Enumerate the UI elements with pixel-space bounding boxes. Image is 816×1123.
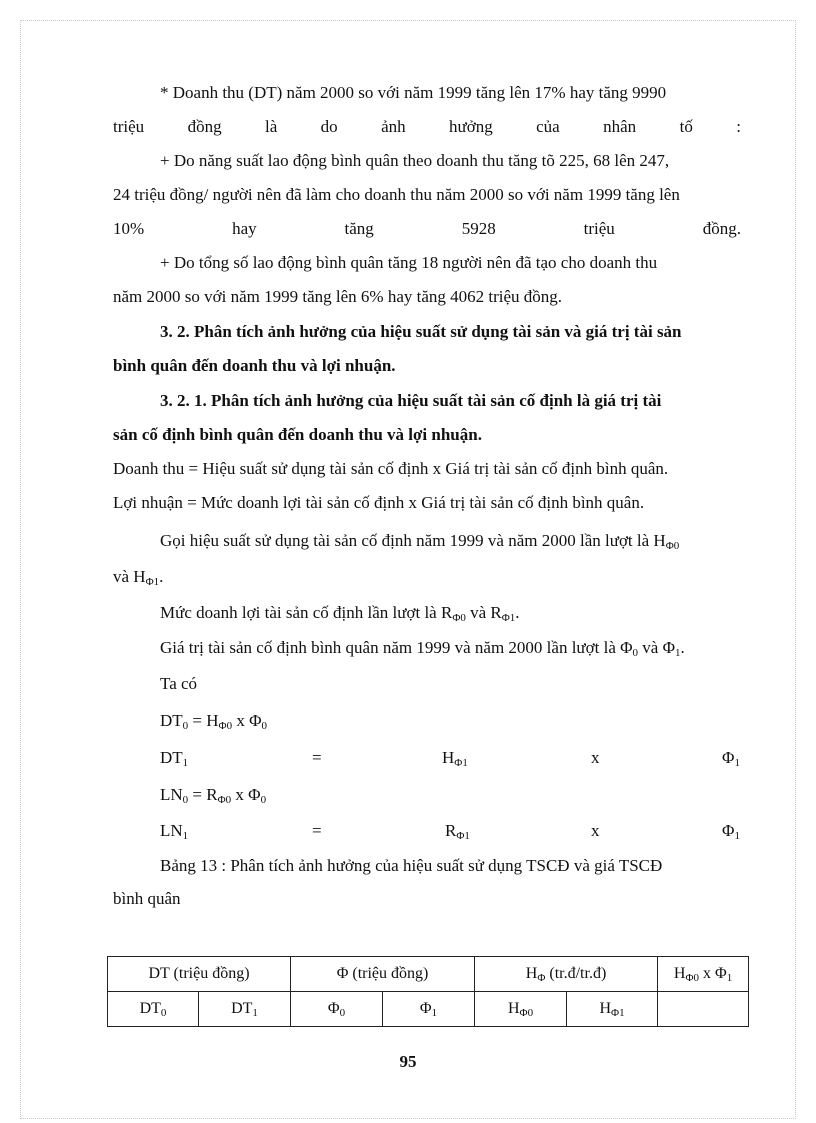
text: Φ xyxy=(419,1000,432,1017)
text: và Φ xyxy=(638,638,676,657)
equation-dt1-equals: = xyxy=(312,748,322,767)
para1-line1: * Doanh thu (DT) năm 2000 so với năm 1999 tăng lên 17% hay tăng 9990 xyxy=(160,83,667,102)
subscript: 0 xyxy=(260,794,267,806)
subscript: 1 xyxy=(431,1007,438,1019)
subscript: Φ0 xyxy=(218,720,233,732)
text: . xyxy=(515,603,520,622)
header-h0-phi1 xyxy=(658,957,749,992)
word: do xyxy=(320,117,338,136)
text: Φ xyxy=(327,1000,340,1017)
equation-dt1-lhs xyxy=(160,747,188,769)
page-number: 95 xyxy=(399,1052,417,1071)
equation-ln1-times: x xyxy=(591,821,600,840)
subscript: 0 xyxy=(182,720,189,732)
table-subheader-row xyxy=(108,992,749,1027)
word: ảnh xyxy=(381,117,406,136)
heading-3-2-line1: 3. 2. Phân tích ảnh hưởng của hiệu suất sử dụng tài sản và giá trị tài sản xyxy=(160,322,682,341)
subscript: Φ0 xyxy=(665,540,680,552)
subscript: 0 xyxy=(261,720,268,732)
para6 xyxy=(160,637,741,659)
para2-line3 xyxy=(113,218,741,240)
subscript: 1 xyxy=(734,757,740,769)
subscript: Φ1 xyxy=(456,830,470,842)
subscript: 0 xyxy=(160,1007,167,1019)
word: nhân xyxy=(603,117,637,136)
equation-dt1-times: x xyxy=(591,748,600,767)
subscript: Φ1 xyxy=(501,612,516,624)
subscript: Φ0 xyxy=(217,794,232,806)
header-phi: Φ (triệu đồng) xyxy=(291,957,475,992)
para3-line2: năm 2000 so với năm 1999 tăng lên 6% hay tăng 4062 triệu đồng. xyxy=(113,287,563,306)
subscript: 0 xyxy=(339,1007,346,1019)
table-13 xyxy=(107,956,749,1027)
text: H xyxy=(525,965,538,982)
word: 10% xyxy=(113,219,145,238)
symbol: = xyxy=(192,711,203,730)
subscript: 1 xyxy=(182,757,189,769)
text: H xyxy=(673,965,686,982)
equation-ln1-r xyxy=(445,820,470,842)
symbol: Φ xyxy=(722,748,735,767)
equation-dt1-phi xyxy=(722,747,740,769)
word: hay xyxy=(232,219,257,238)
table-caption-line1: Bảng 13 : Phân tích ảnh hưởng của hiệu suất sử dụng TSCĐ và giá TSCĐ xyxy=(160,856,663,875)
word: là xyxy=(264,117,278,136)
word: tăng xyxy=(344,219,374,238)
equation-ln1-equals: = xyxy=(312,821,322,840)
subscript: Φ1 xyxy=(454,757,468,769)
subscript: Φ0 xyxy=(519,1007,534,1019)
symbol: x xyxy=(236,711,245,730)
text: và R xyxy=(465,603,502,622)
heading-3-2-1-line2: sản cố định bình quân đến doanh thu và lợi nhuận. xyxy=(113,425,482,444)
para5 xyxy=(160,602,741,624)
symbol: R xyxy=(206,785,218,804)
symbol: = xyxy=(192,785,203,804)
word: đồng xyxy=(187,117,222,136)
text: H xyxy=(507,1000,520,1017)
text: DT xyxy=(231,1000,253,1017)
equation-dt0 xyxy=(160,710,267,732)
symbol: DT xyxy=(160,711,183,730)
word: đồng. xyxy=(702,219,741,238)
subscript: Φ0 xyxy=(452,612,466,624)
para4-line1 xyxy=(160,530,741,552)
subheader-h1 xyxy=(567,992,658,1027)
subheader-phi1 xyxy=(383,992,475,1027)
text: và H xyxy=(113,567,146,586)
symbol: Φ xyxy=(249,711,262,730)
para1-line2 xyxy=(113,116,741,138)
text: Giá trị tài sản cố định bình quân năm 1999 và năm 2000 lần lượt là Φ xyxy=(160,638,633,657)
subscript: 1 xyxy=(726,972,733,984)
page-bottom-rule xyxy=(20,1118,796,1119)
subheader-empty xyxy=(658,992,749,1027)
equation-ln1-phi xyxy=(722,820,740,842)
subscript: Φ xyxy=(537,972,546,984)
header-h xyxy=(475,957,658,992)
text: DT xyxy=(139,1000,161,1017)
symbol: LN xyxy=(160,785,183,804)
text: . xyxy=(159,567,164,586)
text: Mức doanh lợi tài sản cố định lần lượt là R xyxy=(160,603,453,622)
subscript: 1 xyxy=(252,1007,258,1019)
subscript: 1 xyxy=(734,830,740,842)
symbol: R xyxy=(445,821,457,840)
symbol: LN xyxy=(160,821,183,840)
symbol: Φ xyxy=(722,821,735,840)
word: triệu xyxy=(583,219,615,238)
subheader-h0 xyxy=(475,992,567,1027)
formula-profit: Lợi nhuận = Mức doanh lợi tài sản cố định x Giá trị tài sản cố định bình quân. xyxy=(113,493,645,512)
equation-dt1-h xyxy=(442,747,468,769)
word: triệu xyxy=(113,117,145,136)
subscript: 1 xyxy=(675,647,681,659)
equation-ln0 xyxy=(160,784,266,806)
para4-line2 xyxy=(113,566,741,588)
subscript: 1 xyxy=(182,830,189,842)
subheader-phi0 xyxy=(291,992,383,1027)
word: : xyxy=(736,117,741,136)
table-caption-line2: bình quân xyxy=(113,889,181,908)
subscript: Φ1 xyxy=(611,1007,625,1019)
heading-3-2-1-line1: 3. 2. 1. Phân tích ảnh hưởng của hiệu suất tài sản cố định là giá trị tài xyxy=(160,391,662,410)
heading-3-2-line2: bình quân đến doanh thu và lợi nhuận. xyxy=(113,356,396,375)
subscript: Φ0 xyxy=(685,972,699,984)
text: H xyxy=(599,1000,612,1017)
word: của xyxy=(536,117,560,136)
subscript: Φ1 xyxy=(145,576,160,588)
word: 5928 xyxy=(461,219,496,238)
subscript: 0 xyxy=(182,794,189,806)
symbol: H xyxy=(442,748,455,767)
word: hưởng xyxy=(449,117,493,136)
symbol: x xyxy=(235,785,244,804)
subheader-dt1 xyxy=(199,992,291,1027)
symbol: Φ xyxy=(248,785,261,804)
para2-line2: 24 triệu đồng/ người nên đã làm cho doanh thu năm 2000 so với năm 1999 tăng lên xyxy=(113,185,680,204)
subscript: 0 xyxy=(632,647,639,659)
word: tố xyxy=(679,117,693,136)
table-header-row xyxy=(108,957,749,992)
symbol: DT xyxy=(160,748,183,767)
text: (tr.đ/tr.đ) xyxy=(545,965,607,982)
subheader-dt0 xyxy=(108,992,199,1027)
equation-ln1-lhs xyxy=(160,820,188,842)
text: x Φ xyxy=(698,965,727,982)
formula-revenue: Doanh thu = Hiệu suất sử dụng tài sản cố định x Giá trị tài sản cố định bình quân. xyxy=(113,459,669,478)
text: Gọi hiệu suất sử dụng tài sản cố định năm 1999 và năm 2000 lần lượt là H xyxy=(160,531,666,550)
para2-line1: + Do năng suất lao động bình quân theo doanh thu tăng tõ 225, 68 lên 247, xyxy=(160,151,670,170)
text: . xyxy=(680,638,685,657)
symbol: H xyxy=(206,711,219,730)
para3-line1: + Do tổng số lao động bình quân tăng 18 người nên đã tạo cho doanh thu xyxy=(160,253,658,272)
header-dt: DT (triệu đồng) xyxy=(108,957,291,992)
ta-co: Ta có xyxy=(160,674,198,693)
